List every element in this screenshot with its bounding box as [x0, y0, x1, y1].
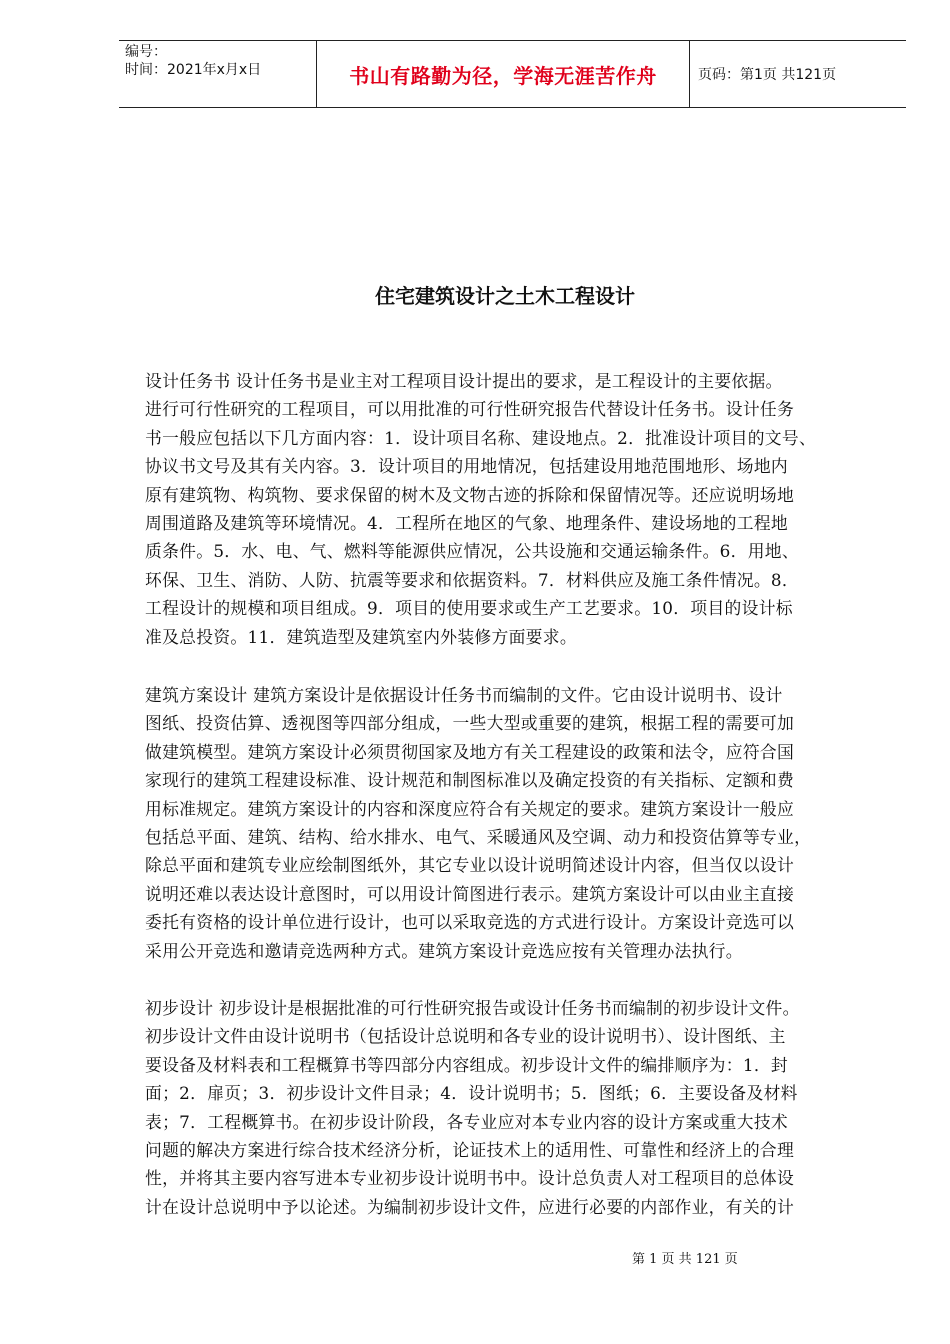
- header-motto-cell: [316, 41, 690, 107]
- paragraph-line: 性，并将其主要内容写进本专业初步设计说明书中。设计总负责人对工程项目的总体设: [145, 1168, 795, 1189]
- header-time-label: 时间：2021年x月x日: [125, 62, 262, 78]
- document-title: 住宅建筑设计之土木工程设计: [375, 284, 635, 308]
- paragraph-line: 建筑方案设计 建筑方案设计是依据设计任务书而编制的文件。它由设计说明书、设计: [145, 685, 783, 705]
- paragraph-line: 协议书文号及其有关内容。3．设计项目的用地情况，包括建设用地范围地形、场地内: [145, 456, 788, 477]
- header-meta-cell: [119, 41, 316, 107]
- paragraph-line: 原有建筑物、构筑物、要求保留的树木及文物古迹的拆除和保留情况等。还应说明场地: [145, 484, 795, 505]
- header-number-label: 编号：: [125, 44, 167, 60]
- paragraph-line: 说明还难以表达设计意图时，可以用设计简图进行表示。建筑方案设计可以由业主直接: [145, 883, 795, 904]
- paragraph-line: 除总平面和建筑专业应绘制图纸外，其它专业以设计说明简述设计内容，但当仅以设计: [145, 855, 795, 876]
- paragraph-line: 要设备及材料表和工程概算书等四部分内容组成。初步设计文件的编排顺序为：1．封: [145, 1054, 788, 1075]
- header-page-cell: [690, 41, 906, 107]
- section-design-brief: [145, 367, 885, 651]
- paragraph-line: 问题的解决方案进行综合技术经济分析，论证技术上的适用性、可靠性和经济上的合理: [145, 1139, 795, 1160]
- paragraph-line: 质条件。5．水、电、气、燃料等能源供应情况，公共设施和交通运输条件。6．用地、: [145, 541, 799, 562]
- paragraph-line: 包括总平面、建筑、结构、给水排水、电气、采暖通风及空调、动力和投资估算等专业，: [145, 826, 812, 847]
- paragraph-line: 家现行的建筑工程建设标准、设计规范和制图标准以及确定投资的有关指标、定额和费: [145, 770, 795, 791]
- paragraph-line: 工程设计的规模和项目组成。9．项目的使用要求或生产工艺要求。10．项目的设计标: [145, 598, 793, 619]
- header-page-info: 页码：第1页 共121页: [698, 67, 837, 83]
- paragraph-line: 委托有资格的设计单位进行设计，也可以采取竞选的方式进行设计。方案设计竞选可以: [145, 912, 795, 933]
- section-scheme-design: [145, 681, 885, 965]
- paragraph-line: 设计任务书 设计任务书是业主对工程项目设计提出的要求，是工程设计的主要依据。: [145, 371, 783, 391]
- paragraph-line: 用标准规定。建筑方案设计的内容和深度应符合有关规定的要求。建筑方案设计一般应: [145, 798, 795, 819]
- paragraph-line: 计在设计总说明中予以论述。为编制初步设计文件，应进行必要的内部作业，有关的计: [145, 1196, 795, 1217]
- section-preliminary-design: [145, 994, 885, 1221]
- paragraph-line: 面；2．扉页；3．初步设计文件目录；4．设计说明书；5．图纸；6．主要设备及材料: [145, 1083, 798, 1104]
- paragraph-line: 书一般应包括以下几方面内容：1．设计项目名称、建设地点。2．批准设计项目的文号、: [145, 427, 817, 448]
- paragraph-line: 图纸、投资估算、透视图等四部分组成，一些大型或重要的建筑，根据工程的需要可加: [145, 713, 795, 734]
- page-header: [119, 40, 906, 108]
- paragraph-line: 做建筑模型。建筑方案设计必须贯彻国家及地方有关工程建设的政策和法令，应符合国: [145, 741, 795, 762]
- paragraph-line: 环保、卫生、消防、人防、抗震等要求和依据资料。7．材料供应及施工条件情况。8．: [145, 569, 799, 590]
- paragraph-line: 进行可行性研究的工程项目，可以用批准的可行性研究报告代替设计任务书。设计任务: [145, 399, 795, 420]
- paragraph-line: 周围道路及建筑等环境情况。4．工程所在地区的气象、地理条件、建设场地的工程地: [145, 512, 788, 533]
- paragraph-line: 表；7．工程概算书。在初步设计阶段，各专业应对本专业内容的设计方案或重大技术: [145, 1111, 788, 1132]
- paragraph-line: 初步设计文件由设计说明书（包括设计总说明和各专业的设计说明书）、设计图纸、主: [145, 1026, 786, 1047]
- header-motto: 书山有路勤为径，学海无涯苦作舟: [349, 63, 657, 88]
- paragraph-line: 采用公开竞选和邀请竞选两种方式。建筑方案设计竞选应按有关管理办法执行。: [145, 940, 743, 961]
- paragraph-line: 准及总投资。11．建筑造型及建筑室内外装修方面要求。: [145, 626, 577, 647]
- paragraph-line: 初步设计 初步设计是根据批准的可行性研究报告或设计任务书而编制的初步设计文件。: [145, 998, 800, 1018]
- page-footer: 第 1 页 共 121 页: [632, 1252, 738, 1267]
